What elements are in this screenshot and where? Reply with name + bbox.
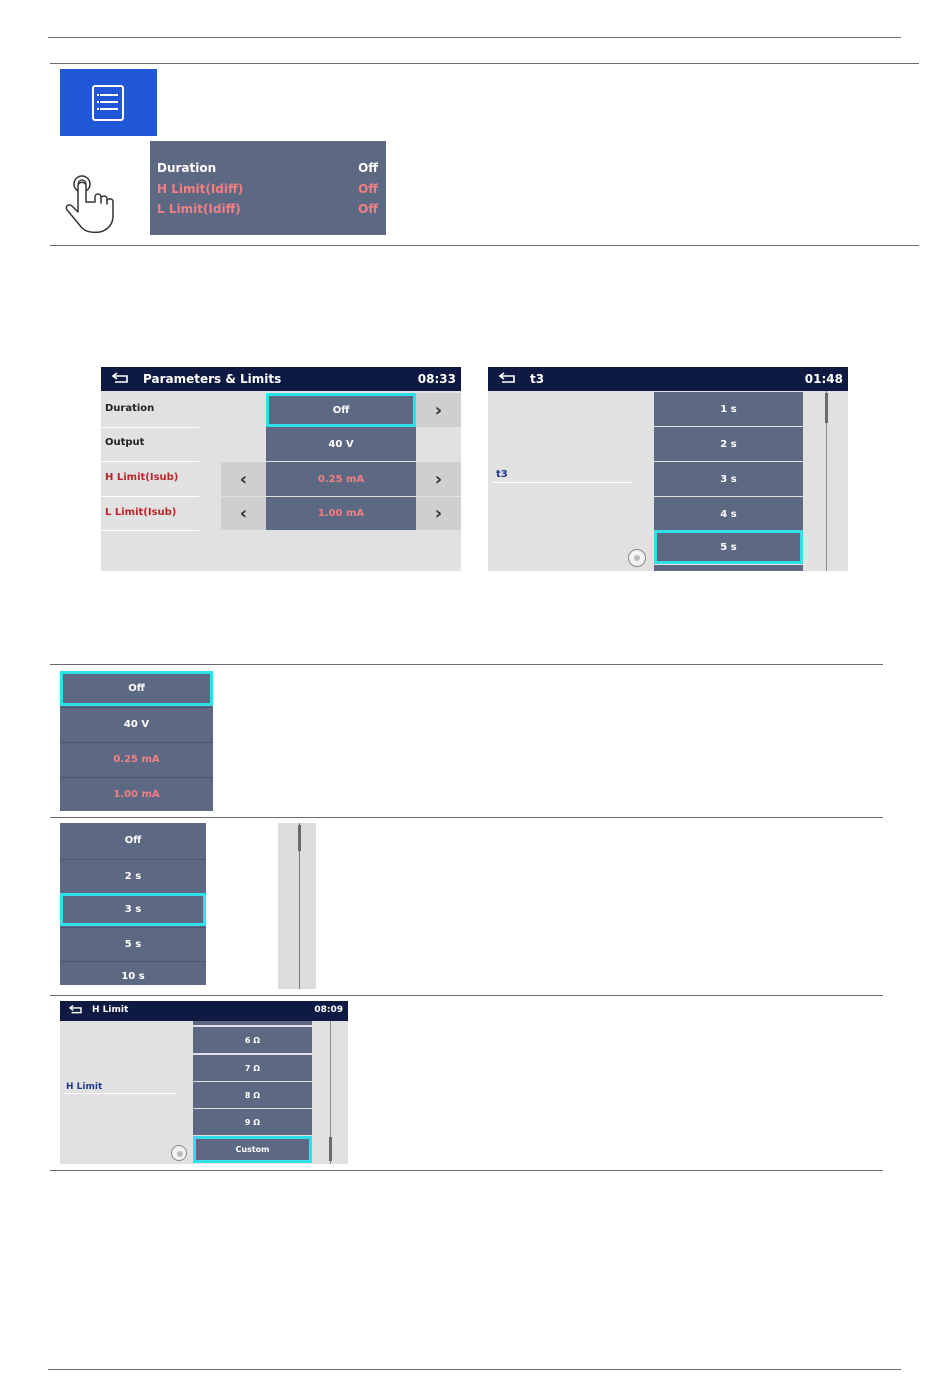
summary-label: L Limit(Idiff): [157, 202, 241, 216]
option-text: 9 Ω: [244, 1117, 261, 1127]
param-value-output[interactable]: [266, 427, 416, 461]
value-text: 1.00 mA: [317, 508, 365, 519]
param-value-l-limit[interactable]: [266, 497, 416, 530]
value-list: [60, 671, 213, 811]
option-item[interactable]: [193, 1027, 312, 1053]
list-icon: [92, 85, 124, 121]
clock: 08:09: [314, 1005, 343, 1015]
option-item[interactable]: [193, 1109, 312, 1135]
clock: 08:33: [417, 372, 456, 386]
navigation-knob-icon: [628, 549, 646, 567]
page-footer-rule: [48, 1369, 901, 1370]
param-label-l-limit: L Limit(Isub): [105, 507, 177, 518]
table-top-rule: [50, 63, 919, 64]
screen-title: Parameters & Limits: [143, 372, 282, 386]
divider: [101, 427, 199, 428]
clock: 01:48: [804, 372, 843, 386]
value-text: 40 V: [328, 438, 354, 450]
option-item[interactable]: [193, 1055, 312, 1081]
navigation-knob-icon: [171, 1145, 187, 1161]
duration-text: 5 s: [124, 938, 142, 950]
duration-list: [60, 823, 206, 985]
divider: [101, 530, 199, 531]
value-item[interactable]: [60, 742, 213, 776]
option-text: 7 Ω: [244, 1063, 261, 1073]
summary-row: [157, 202, 378, 220]
back-icon[interactable]: [111, 371, 129, 385]
param-label-duration: Duration: [105, 403, 155, 414]
t3-screen: [488, 367, 848, 571]
page-header-rule: [48, 37, 901, 38]
parameters-screen: [101, 367, 461, 571]
option-item[interactable]: [654, 462, 803, 496]
scrollbar-panel[interactable]: [278, 823, 316, 989]
duration-item[interactable]: [60, 961, 206, 985]
value-item[interactable]: [60, 777, 213, 811]
option-text: 2 s: [720, 438, 737, 450]
summary-value: Off: [358, 202, 378, 216]
scrollbar-thumb[interactable]: [825, 393, 828, 423]
table2-top-rule: [50, 664, 883, 665]
table2-bottom-rule: [50, 1170, 883, 1171]
table2-row-rule: [50, 817, 883, 818]
summary-value: Off: [358, 182, 378, 196]
option-text: 3 s: [720, 473, 737, 485]
duration-text: 3 s: [124, 904, 142, 915]
title-bar: [101, 367, 461, 391]
chevron-right-icon[interactable]: ›: [416, 462, 461, 496]
title-bar: [488, 367, 848, 391]
option-item[interactable]: [193, 1021, 312, 1025]
options-key[interactable]: [60, 69, 157, 136]
duration-item[interactable]: [60, 927, 206, 960]
summary-value: Off: [358, 161, 378, 175]
value-text: 0.25 mA: [317, 473, 365, 485]
divider: [64, 1093, 176, 1094]
value-text: 1.00 mA: [113, 789, 160, 800]
summary-label: H Limit(Idiff): [157, 182, 244, 196]
param-value-duration[interactable]: [266, 393, 416, 427]
duration-text: Off: [124, 835, 142, 846]
param-value-h-limit[interactable]: [266, 462, 416, 496]
param-label-h-limit: H Limit(Isub): [105, 472, 179, 483]
scrollbar-thumb[interactable]: [329, 1137, 332, 1161]
field-label: H Limit: [66, 1082, 103, 1092]
screen-title: t3: [530, 372, 545, 386]
scrollbar-thumb[interactable]: [298, 825, 301, 851]
param-label-output: Output: [105, 437, 145, 448]
option-item[interactable]: [654, 565, 803, 571]
divider: [492, 482, 632, 483]
option-item[interactable]: [654, 427, 803, 461]
table2-row-rule: [50, 995, 883, 996]
option-item[interactable]: [654, 392, 803, 426]
duration-item[interactable]: [60, 859, 206, 892]
option-text: 1 s: [720, 403, 737, 415]
value-item[interactable]: [60, 707, 213, 741]
option-text: Custom: [235, 1145, 270, 1154]
tap-hand-icon: [60, 168, 120, 238]
summary-row: [157, 161, 378, 179]
summary-label: Duration: [157, 161, 217, 175]
option-item-selected[interactable]: [654, 530, 803, 564]
duration-item-selected[interactable]: [60, 893, 206, 926]
chevron-right-icon[interactable]: ›: [416, 393, 461, 427]
summary-row: [157, 182, 378, 200]
option-text: 4 s: [720, 508, 737, 520]
divider: [101, 461, 199, 462]
chevron-left-icon[interactable]: ‹: [221, 497, 266, 530]
title-bar: [60, 1001, 348, 1021]
option-text: 5 s: [720, 541, 737, 553]
divider: [101, 496, 199, 497]
chevron-left-icon[interactable]: ‹: [221, 462, 266, 496]
back-icon[interactable]: [68, 1004, 83, 1015]
screen-title: H Limit: [92, 1005, 129, 1015]
value-text: Off: [128, 683, 145, 694]
back-icon[interactable]: [498, 371, 516, 385]
chevron-right-icon[interactable]: ›: [416, 497, 461, 530]
duration-text: 10 s: [121, 971, 145, 982]
value-text: 40 V: [123, 719, 150, 730]
option-item-selected[interactable]: [193, 1136, 312, 1163]
parameter-summary: [150, 141, 386, 235]
field-label: t3: [496, 469, 508, 480]
table-bottom-rule: [50, 245, 919, 246]
h-limit-screen: [60, 1001, 348, 1164]
duration-item[interactable]: [60, 823, 206, 858]
value-text: 0.25 mA: [113, 754, 160, 765]
option-text: 8 Ω: [244, 1090, 261, 1100]
option-item[interactable]: [654, 497, 803, 531]
value-item-selected[interactable]: [60, 671, 213, 706]
duration-text: 2 s: [124, 870, 142, 882]
option-item[interactable]: [193, 1082, 312, 1108]
value-text: Off: [332, 404, 350, 416]
option-text: 6 Ω: [244, 1035, 261, 1045]
